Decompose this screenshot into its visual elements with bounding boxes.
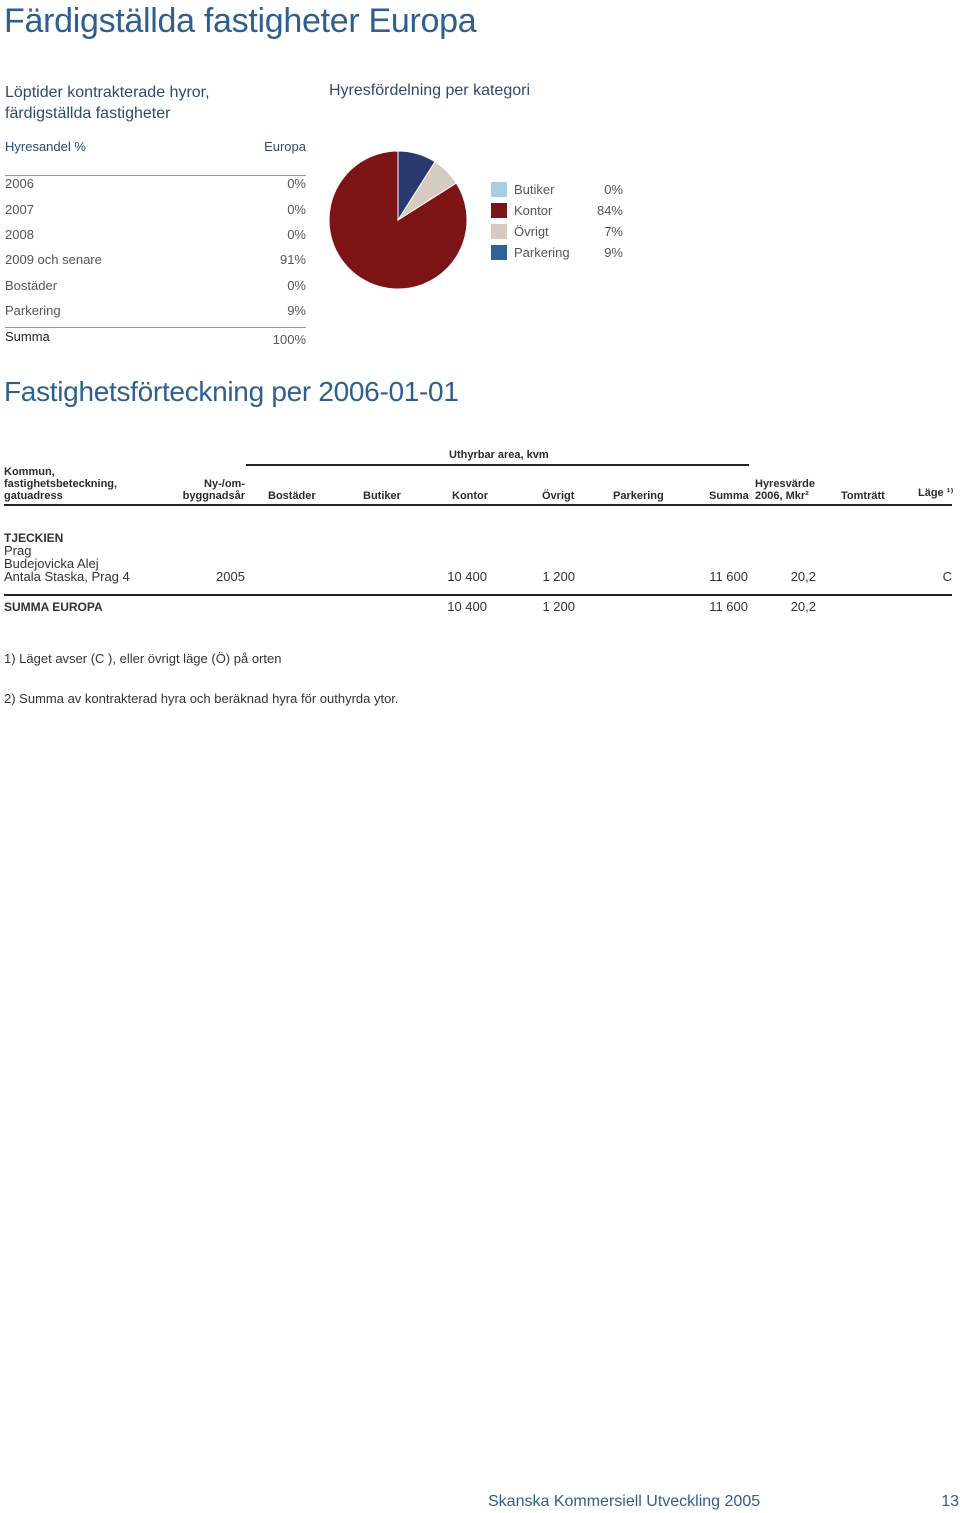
property-summa: 11 600: [709, 569, 748, 584]
lease-row-value: 0%: [287, 202, 306, 217]
col-header-year: [175, 478, 245, 502]
footnote-lage: 1) Läget avser (C ), eller övrigt läge (Ö) på orten: [4, 651, 282, 666]
col-header-line: 2006, Mkr²: [755, 490, 809, 502]
lease-total-value: 100%: [272, 332, 306, 347]
col-header-line: Kommun,: [4, 466, 55, 478]
lease-row-value: 0%: [287, 227, 306, 242]
legend-label: Parkering: [514, 244, 570, 260]
lease-total-label: Summa: [5, 329, 50, 344]
property-year: 2005: [216, 569, 245, 584]
lease-row-value: 0%: [287, 278, 306, 293]
total-rule: [4, 594, 952, 596]
lease-row: [5, 176, 306, 191]
legend-swatch: [491, 203, 507, 218]
col-header-line: fastighetsbeteckning,: [4, 478, 118, 490]
lease-row: [5, 252, 306, 267]
legend-item-ovrigt: [491, 223, 623, 239]
lease-row-value: 91%: [279, 252, 306, 267]
pie-chart: [325, 147, 471, 293]
city-label: Prag: [4, 543, 32, 558]
lease-row-label: Parkering: [5, 303, 61, 318]
total-ovrigt: 1 200: [542, 599, 575, 614]
col-header-line: Hyresvärde: [755, 478, 815, 490]
lease-row-label: 2008: [5, 227, 34, 242]
property-lage: C: [942, 569, 952, 584]
lease-row: [5, 227, 306, 242]
total-summa: 11 600: [709, 599, 748, 614]
property-ovrigt: 1 200: [542, 569, 575, 584]
header-rule: [4, 504, 952, 506]
section-title: Fastighetsförteckning per 2006-01-01: [4, 376, 459, 407]
col-header-line: Ny-/om-: [204, 478, 245, 490]
col-header-parkering: Parkering: [613, 490, 664, 502]
legend-value: 84%: [596, 202, 623, 218]
col-header-hyresvarde: [755, 478, 815, 502]
legend-swatch: [491, 245, 507, 260]
col-header-address: [4, 466, 117, 502]
country-label: TJECKIEN: [4, 531, 64, 545]
footer-publication: Skanska Kommersiell Utveckling 2005: [488, 1493, 761, 1510]
total-label: SUMMA EUROPA: [4, 600, 103, 614]
property-name: Antala Staska, Prag 4: [4, 569, 130, 584]
col-header-summa: Summa: [709, 490, 749, 502]
footnote-summa: 2) Summa av kontrakterad hyra och beräknad hyra för outhyrda ytor.: [4, 691, 399, 706]
legend-value: 7%: [604, 223, 623, 239]
legend-label: Kontor: [514, 202, 553, 218]
legend-value: 0%: [604, 181, 623, 197]
lease-table-total-divider: [5, 327, 306, 328]
legend-item-kontor: [491, 202, 623, 218]
lease-total-row: [5, 329, 306, 347]
pie-heading: Hyresfördelning per kategori: [329, 82, 530, 99]
lease-row: [5, 303, 306, 318]
lease-row-value: 9%: [287, 303, 306, 318]
lease-row-label: 2007: [5, 202, 34, 217]
lease-row-label: 2006: [5, 176, 34, 191]
col-header-tomtratt: Tomträtt: [841, 490, 885, 502]
lease-table-region-header: Europa: [264, 139, 306, 154]
total-kontor: 10 400: [447, 599, 487, 614]
col-header-line: gatuadress: [4, 490, 63, 502]
lease-table-heading: Löptider kontrakterade hyror, färdigställda fastigheter: [5, 84, 210, 122]
legend-value: 9%: [604, 244, 623, 260]
property-kontor: 10 400: [447, 569, 487, 584]
col-header-line: byggnadsår: [182, 490, 245, 502]
property-hyresvarde: 20,2: [790, 569, 816, 584]
area-group-rule: [246, 464, 749, 466]
lease-row-value: 0%: [287, 176, 306, 191]
legend-label: Övrigt: [514, 223, 549, 239]
col-header-bostader: Bostäder: [268, 490, 316, 502]
lease-row: [5, 278, 306, 293]
area-group-header: Uthyrbar area, kvm: [449, 449, 549, 461]
lease-row-label: 2009 och senare: [5, 252, 102, 267]
col-header-lage: Läge ¹⁾: [918, 487, 954, 499]
legend-swatch: [491, 224, 507, 239]
total-hyresvarde: 20,2: [790, 599, 816, 614]
lease-table-label-header: Hyresandel %: [5, 139, 86, 154]
lease-row: [5, 202, 306, 217]
page-number: 13: [941, 1493, 959, 1510]
street-label: Budejovicka Alej: [4, 556, 99, 571]
col-header-ovrigt: Övrigt: [542, 490, 575, 502]
legend-item-butiker: [491, 181, 623, 197]
col-header-butiker: Butiker: [363, 490, 401, 502]
legend-item-parkering: [491, 244, 623, 260]
page-title: Färdigställda fastigheter Europa: [4, 2, 477, 40]
col-header-kontor: Kontor: [452, 490, 489, 502]
legend-swatch: [491, 182, 507, 197]
legend-label: Butiker: [514, 181, 555, 197]
lease-row-label: Bostäder: [5, 278, 58, 293]
